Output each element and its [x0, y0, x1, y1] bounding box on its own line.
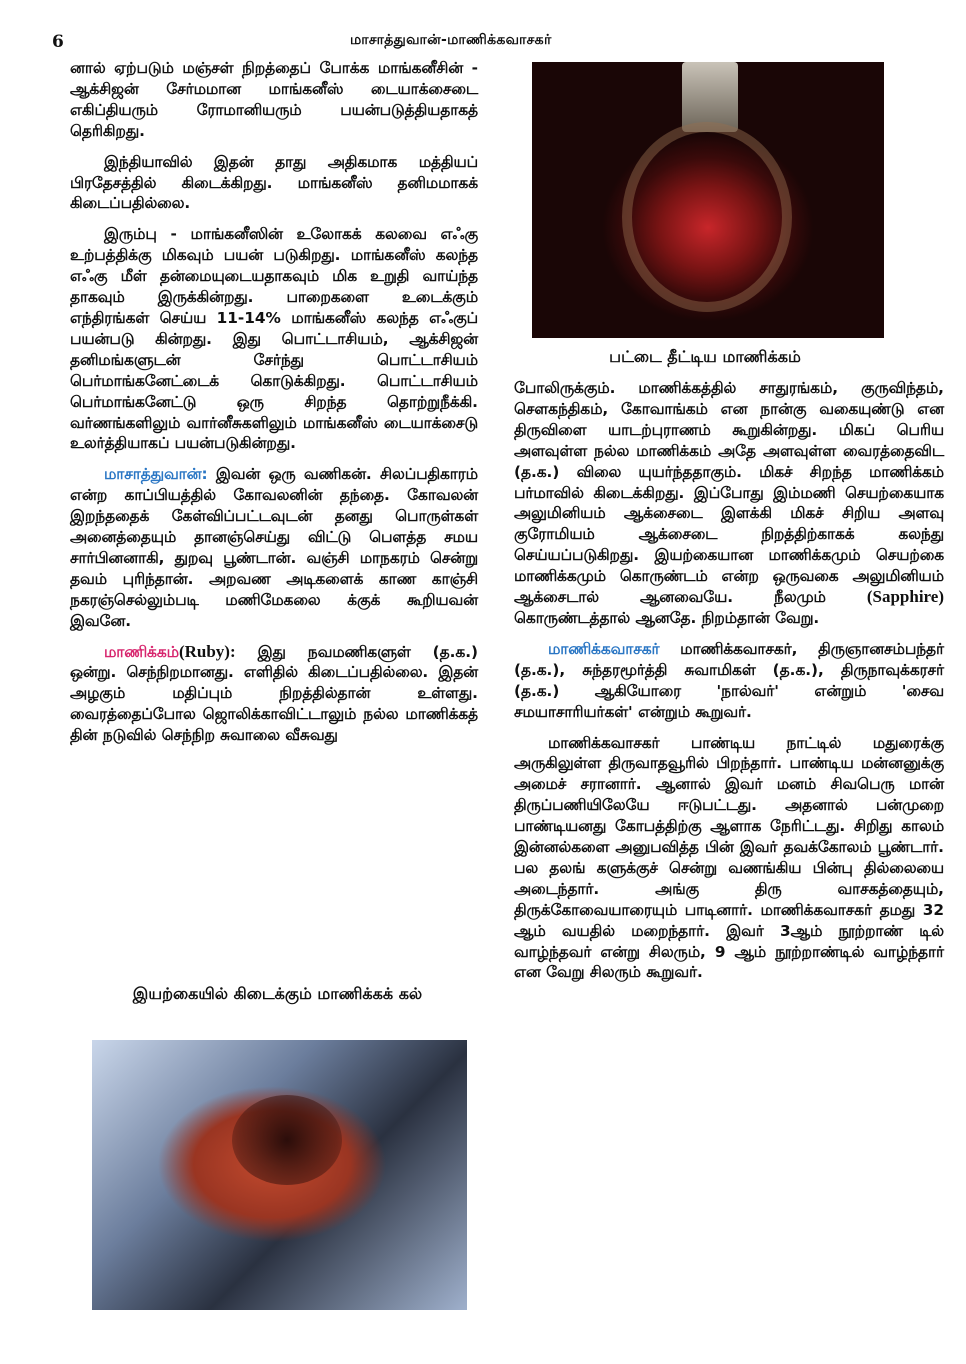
entry-text: இவன் ஒரு வணிகன். சிலப்பதிகாரம் என்ற காப்பியத்தில் கோவலனின் தந்தை. கோவலன் இறந்ததைக் கேள்விப்பட்டவுடன் தனது பொருள்கள் அனைத்தையும் தானஞ்செய்து விட்டு பௌத்த சமய சார்பினனாகி, துறவு பூண்டான். வஞ்சி மாநகரம் சென்று தவம் புரிந்தான். அறவண அடிகளைக் காண காஞ்சி நகரஞ்செல்லும்படி மணிமேகலை க்குக் கூறியவன் இவனே.: [70, 465, 478, 630]
rough-ruby-core: [232, 1095, 342, 1185]
ring-setting: [622, 122, 792, 312]
paragraph: மாணிக்கவாசகர் பாண்டிய நாட்டில் மதுரைக்கு அருகிலுள்ள திருவாதவூரில் பிறந்தார். பாண்டிய மன்னனுக்கு அமைச் சரானார். ஆனால் இவர் மனம் சிவபெரு மான் திருப்பணியிலேயே ஈடுபட்டது. அதனால் பன்முறை பாண்டியனது கோபத்திற்கு ஆளாக நேரிட்டது. சிறிது காலம் இன்னல்களை அனுபவித்த பின் இவர் தவக்கோலம் பூண்டார். பல தலங் களுக்குச் சென்று வணங்கிய பின்பு தில்லையை அடைந்தார். அங்கு திரு வாசகத்தையும், திருக்கோவையாரையும் பாடினார். மாணிக்கவாசகர் தமது 32 ஆம் வயதில் மறைந்தார். இவர் 3ஆம் நூற்றாண் டில் வாழ்ந்தவர் என்று சிலரும், 9 ஆம் நூற்றாண்டில் வாழ்ந்தார் என வேறு சிலரும் கூறுவர்.: [514, 733, 944, 982]
entry-term: மாணிக்கவாசகர்: [548, 639, 660, 658]
cut-ruby-photo: [532, 62, 884, 338]
right-column: [514, 378, 944, 993]
running-title: மாசாத்துவான்-மாணிக்கவாசகர்: [350, 32, 552, 48]
paragraph-text: கொருண்டத்தால் ஆனதே. நிறம்தான் வேறு.: [514, 608, 820, 627]
cut-ruby-caption: பட்டை தீட்டிய மாணிக்கம்: [609, 347, 801, 366]
entry-manikkavasagar: [514, 639, 944, 723]
paragraph: இந்தியாவில் இதன் தாது அதிகமாக மத்தியப் பிரதேசத்தில் கிடைக்கிறது. மாங்கனீஸ் தனிமமாகக் கிடைப்பதில்லை.: [70, 152, 478, 213]
rough-ruby-caption: இயற்கையில் கிடைக்கும் மாணிக்கக் கல்: [132, 984, 423, 1003]
page-number: 6: [52, 32, 64, 52]
paragraph: இரும்பு - மாங்கனீஸின் உலோகக் கலவை எஃகு உற்பத்திக்கு மிகவும் பயன் படுகிறது. மாங்கனீஸ் கலந்த எஃகு மீள் தன்மையுடையதாகவும் மிக உறுதி வாய்ந்த தாகவும் இருக்கின்றது. பாறைகளை உடைக்கும் எந்திரங்கள் செய்ய 11-14% மாங்கனீஸ் கலந்த எஃகுப் பயன்படு கின்றது. இது பொட்டாசியம், ஆக்சிஜன் தனிமங்களுடன் சேர்ந்து பொட்டாசியம் பெர்மாங்கனேட்டைக் கொடுக்கிறது. பொட்டாசியம் பெர்மாங்கனேட்டு ஒரு சிறந்த தொற்றுநீக்கி. வர்ணங்களிலும் வார்னீசுகளிலும் மாங்கனீஸ் டையாக்சைடு உலர்த்தியாகப் பயன்படுகின்றது.: [70, 225, 478, 453]
paragraph: [514, 378, 944, 629]
entry-text: மாணிக்கவாசகர், திருஞானசம்பந்தர் (த.க.), சுந்தரமூர்த்தி சுவாமிகள் (த.க.), திருநாவுக்கரசர் (த.க.) ஆகியோரை 'நால்வர்' என்றும் 'சைவ சமயாசாரியர்கள்' என்றும் கூறுவர்.: [514, 639, 944, 721]
entry-term: மாசாத்துவான்:: [104, 465, 208, 484]
entry-text: இது நவமணிகளுள் (த.க.) ஒன்று. செந்நிறமானது. எளிதில் கிடைப்பதில்லை. இதன் அழகும் மதிப்பும் நிறத்தில்தான் உள்ளது. வைரத்தைப்போல ஜொலிக்காவிட்டாலும் நல்ல மாணிக்கத் தின் நடுவில் செந்நிற சுவாலை வீசுவது: [70, 642, 478, 745]
paragraph-text: போலிருக்கும். மாணிக்கத்தில் சாதுரங்கம், குருவிந்தம், சௌகந்திகம், கோவாங்கம் என நான்கு வகையுண்டு என திருவிளை யாடற்புராணம் கூறுகின்றது. மிகப் பெரிய அளவுள்ள நல்ல மாணிக்கம் அதே அளவுள்ள வைரத்தைவிட (த.க.) விலை யுயர்ந்ததாகும். மிகச் சிறந்த மாணிக்கம் பர்மாவில் கிடைக்கிறது. இப்போது இம்மணி செயற்கையாக அலுமினியம் ஆக்சைடை இளக்கி மிகச் சிறிய அளவு குரோமியம் ஆக்சைடை நிறத்திற்காகக் கலந்து செய்யப்படுகிறது. இயற்கையான மாணிக்கமும் செயற்கை மாணிக்கமும் கொருண்டம் என்ற ஒருவகை அலுமினியம் ஆக்சைடால் ஆனவையே. நீலமும்: [514, 379, 944, 607]
rough-ruby-photo: [92, 1040, 467, 1310]
sapphire-term: (Sapphire): [866, 587, 944, 607]
entry-term-english: (Ruby):: [178, 641, 236, 661]
entry-manikkam: [70, 642, 478, 747]
paragraph: னால் ஏற்படும் மஞ்சள் நிறத்தைப் போக்க மாங்கனீசின் - ஆக்சிஜன் சேர்மமான மாங்கனீஸ் டையாக்சைடை எகிப்தியரும் ரோமானியரும் பயன்படுத்தியதாகத் தெரிகிறது.: [70, 59, 478, 140]
entry-masathuvan: [70, 464, 478, 631]
entry-term: மாணிக்கம்: [104, 642, 179, 661]
left-column: [70, 58, 478, 756]
